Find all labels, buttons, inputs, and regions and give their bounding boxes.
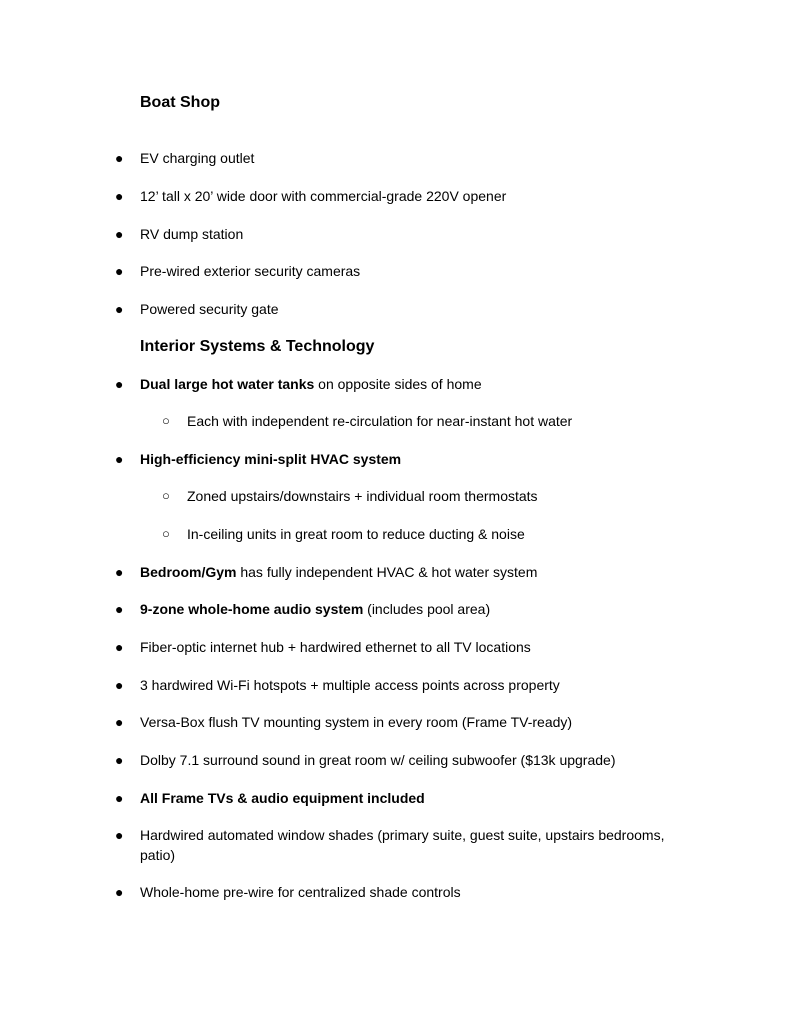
bullet-icon: ● [115,376,124,392]
item-text: Dolby 7.1 surround sound in great room w/ ceiling subwoofer ($13k upgrade) [140,752,616,768]
bullet-icon: ● [115,226,124,242]
list-item [115,750,685,770]
list-item [115,148,685,168]
bullet-icon: ● [115,790,124,806]
item-text: 12’ tall x 20’ wide door with commercial-grade 220V opener [140,188,507,204]
sub-list-item [162,411,687,431]
bullet-icon: ● [115,714,124,730]
list-item [115,788,685,808]
bullet-icon: ● [115,601,124,617]
bullet-icon: ● [115,564,124,580]
bullet-icon: ● [115,301,124,317]
item-bold-text: Bedroom/Gym [140,564,237,580]
list-item [115,562,685,582]
item-text: Versa-Box flush TV mounting system in every room (Frame TV-ready) [140,714,573,730]
list-item [115,449,685,469]
list-item [115,186,685,206]
item-text: Pre-wired exterior security cameras [140,263,361,279]
sub-item-text: Each with independent re-circulation for near-instant hot water [187,413,573,429]
sub-list-item [162,486,687,506]
list-item [115,224,685,244]
item-bold-text: 9-zone whole-home audio system [140,601,364,617]
item-text: RV dump station [140,226,244,242]
list-item [115,712,685,732]
list-item [115,675,685,695]
section-heading-boat-shop: Boat Shop [140,94,220,111]
hollow-bullet-icon: ○ [162,488,170,503]
list-item [115,261,685,281]
item-text: Whole-home pre-wire for centralized shade controls [140,884,461,900]
item-text: Fiber-optic internet hub + hardwired ethernet to all TV locations [140,639,531,655]
hollow-bullet-icon: ○ [162,413,170,428]
item-text: Powered security gate [140,301,279,317]
sub-item-text: Zoned upstairs/downstairs + individual room thermostats [187,488,538,504]
list-item [115,299,685,319]
sub-list-item [162,524,687,544]
item-text: on opposite sides of home [314,376,482,392]
item-text: Hardwired automated window shades (primary suite, guest suite, upstairs bedrooms, patio) [140,827,665,863]
list-item [115,374,685,394]
section-heading-interior-systems: Interior Systems & Technology [140,338,375,355]
list-item [115,599,685,619]
item-bold-text: High-efficiency mini-split HVAC system [140,451,402,467]
bullet-icon: ● [115,150,124,166]
item-bold-text: Dual large hot water tanks [140,376,315,392]
list-item [115,637,685,657]
bullet-icon: ● [115,677,124,693]
item-text: (includes pool area) [363,601,491,617]
bullet-icon: ● [115,639,124,655]
bullet-icon: ● [115,827,124,843]
hollow-bullet-icon: ○ [162,526,170,541]
item-text: has fully independent HVAC & hot water system [236,564,538,580]
bullet-icon: ● [115,263,124,279]
sub-item-text: In-ceiling units in great room to reduce ducting & noise [187,526,525,542]
item-text: 3 hardwired Wi-Fi hotspots + multiple access points across property [140,677,560,693]
item-text: EV charging outlet [140,150,255,166]
bullet-icon: ● [115,451,124,467]
bullet-icon: ● [115,188,124,204]
list-item [115,825,685,865]
list-item [115,882,685,902]
bullet-icon: ● [115,884,124,900]
bullet-icon: ● [115,752,124,768]
item-bold-text: All Frame TVs & audio equipment included [140,790,425,806]
